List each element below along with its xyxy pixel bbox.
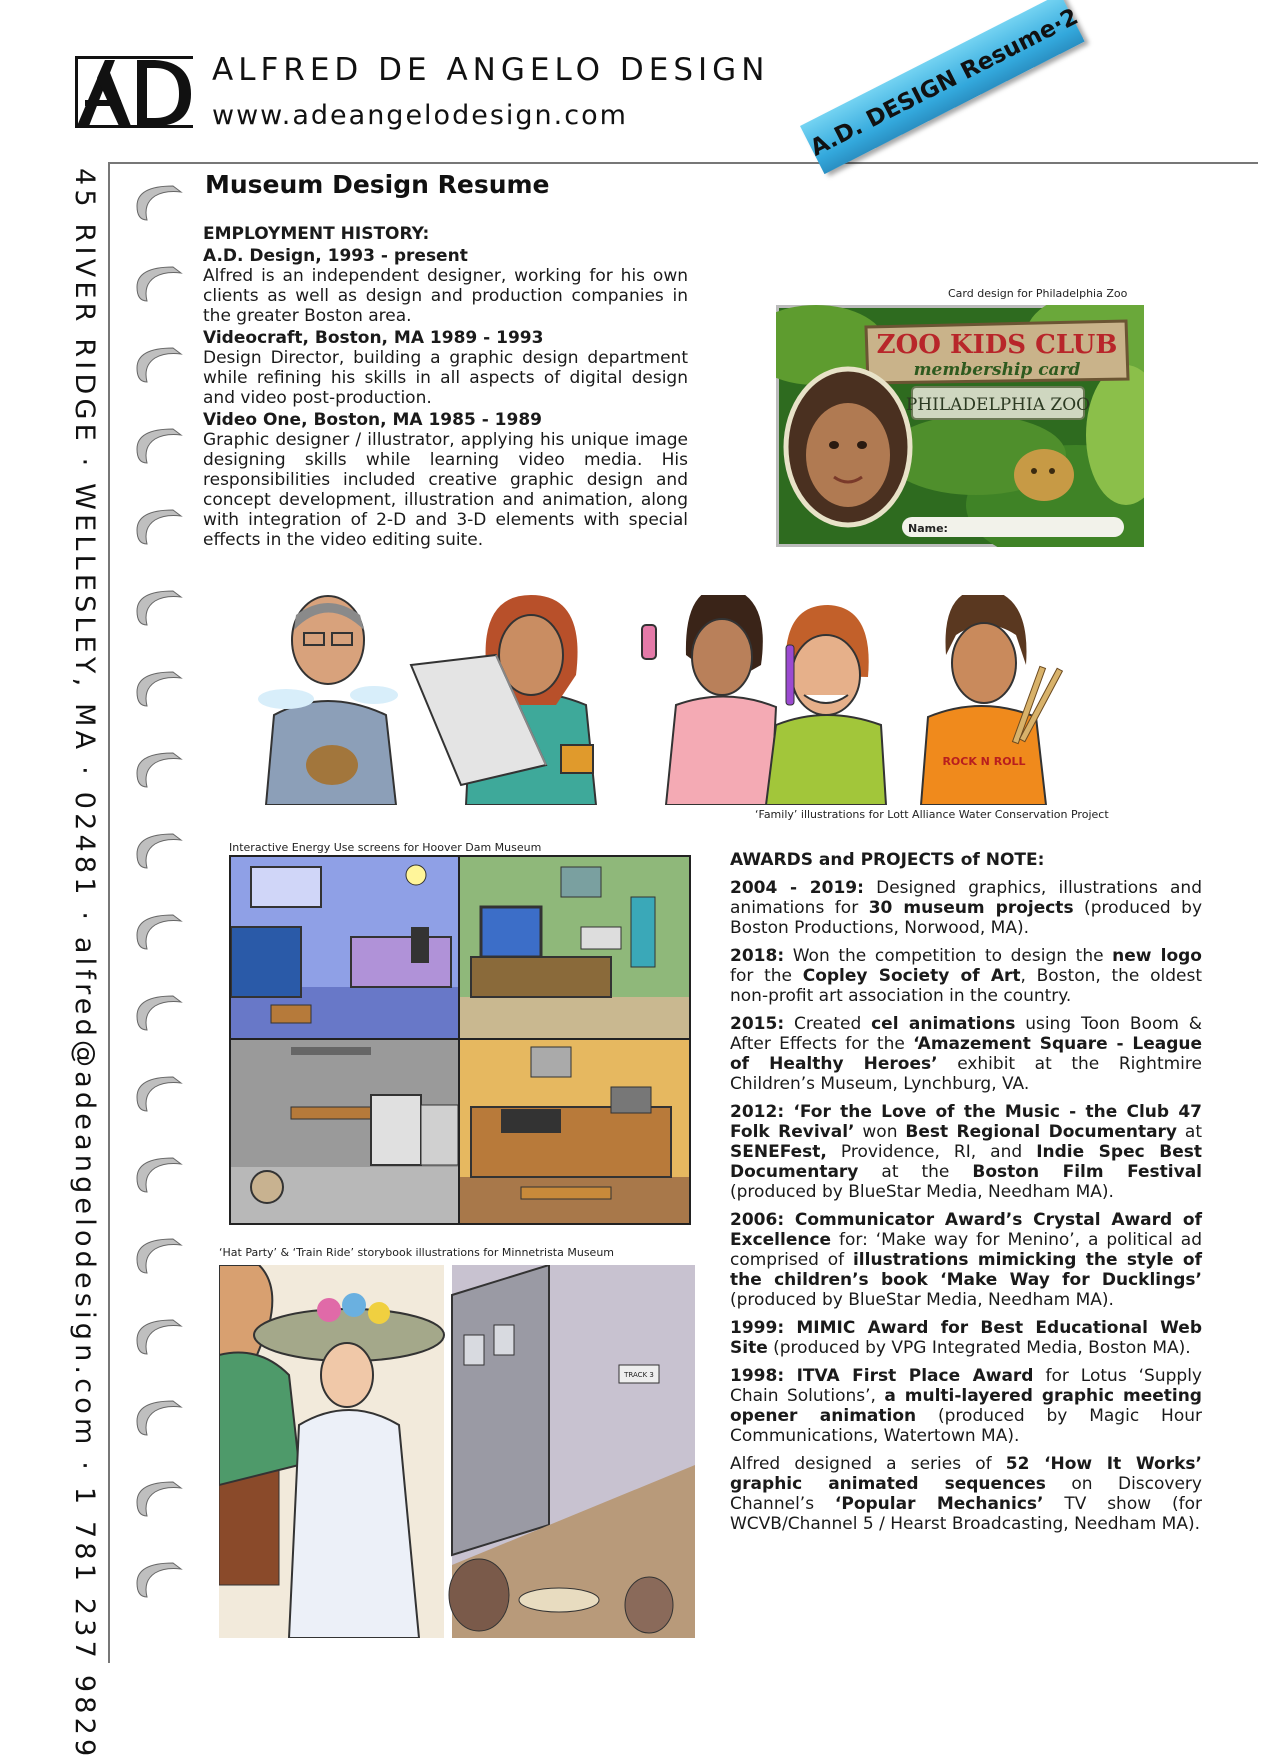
job-title: A.D. Design, 1993 - present <box>203 246 468 266</box>
binder-ring <box>137 915 181 949</box>
ad-logo <box>75 56 193 128</box>
award-item: Alfred designed a series of 52 ‘How It Works’ graphic animated sequences on Discovery Channel’s ‘Popular Mechanics’ TV show (for WCVB/Channel 5 / Hearst Broadcasting, Needham MA). <box>730 1454 1203 1534</box>
employment-history <box>203 224 688 551</box>
company-url[interactable]: www.adeangelodesign.com <box>212 100 628 131</box>
page-title: Museum Design Resume <box>205 170 550 199</box>
top-divider <box>108 162 1258 164</box>
binder-ring <box>137 1482 181 1516</box>
awards-section <box>730 850 1202 1542</box>
job-description: Alfred is an independent designer, working for his own clients as well as design and production companies in the greater Boston area. <box>203 266 688 326</box>
award-item: 1998: ITVA First Place Award for Lotus ‘Supply Chain Solutions’, a multi-layered graphic meeting opener animation (produced by Magic Hour Communications, Watertown MA). <box>730 1366 1202 1446</box>
award-item: 2015: Created cel animations using Toon Boom & After Effects for the ‘Amazement Square - League of Healthy Heroes’ exhibit at the Rightmire Children’s Museum, Lynchburg, VA. <box>730 1014 1203 1094</box>
garage-panel <box>231 1040 458 1223</box>
binder-ring <box>137 1401 181 1435</box>
energy-caption: Interactive Energy Use screens for Hoover Dam Museum <box>229 841 542 854</box>
ribbon-label: A.D. DESIGN Resume·2 <box>806 3 1083 162</box>
hat-party-panel <box>219 1265 444 1638</box>
zoo-card-image <box>776 305 1144 547</box>
award-item: 2006: Communicator Award’s Crystal Award of Excellence for: ‘Make way for Menino’, a political ad comprised of illustrations mimicking the style of the children’s book ‘Make Way for Ducklings’ (produced by BlueStar Media, Needham MA). <box>730 1210 1202 1310</box>
binder-ring <box>137 1077 181 1111</box>
binder-ring <box>137 1563 181 1597</box>
job-title: Videocraft, Boston, MA 1989 - 1993 <box>203 328 544 348</box>
award-item: 2004 - 2019: Designed graphics, illustrations and animations for 30 museum projects (produced by Boston Productions, Norwood, MA). <box>730 878 1203 938</box>
binder-ring <box>137 591 181 625</box>
family-illustration <box>256 595 1116 805</box>
binder-ring <box>137 753 181 787</box>
man-figure <box>258 596 398 805</box>
binder-ring <box>137 510 181 544</box>
train-ride-panel <box>449 1265 695 1638</box>
zoo-card-subtitle: membership card <box>913 360 1081 380</box>
vertical-address-container <box>60 168 100 1760</box>
award-item: 2012: ‘For the Love of the Music - the Club 47 Folk Revival’ won Best Regional Documentary at SENEFest, Providence, RI, and Indie Spec Best Documentary at the Boston Film Festival (produced by BlueStar Media, Needham MA). <box>730 1102 1203 1202</box>
binder-ring <box>137 429 181 463</box>
binder-ring <box>137 1239 181 1273</box>
award-item: 1999: MIMIC Award for Best Educational Web Site (produced by VPG Integrated Media, Boston MA). <box>730 1318 1202 1358</box>
vertical-address: 45 RIVER RIDGE · WELLESLEY, MA · 02481 · alfred@adeangelodesign.com · 1 781 237 9829 <box>69 168 100 1760</box>
zoo-card-name-label: Name: <box>908 522 948 535</box>
binder-ring <box>137 834 181 868</box>
binder-ring <box>137 267 181 301</box>
company-name: ALFRED DE ANGELO DESIGN <box>212 52 770 88</box>
woman-newspaper-figure <box>411 595 596 805</box>
binder-ring <box>137 348 181 382</box>
binder-ring <box>137 996 181 1030</box>
teen-phone-figure <box>642 595 776 805</box>
binder-ring <box>137 1158 181 1192</box>
job-description: Graphic designer / illustrator, applying his unique image designing skills while learning video media. His responsibilities included creative graphic design and concept development, illustration and animation, along with integration of 2-D and 3-D elements with special effects in the video editing suite. <box>203 430 688 550</box>
binder-ring <box>137 1320 181 1354</box>
job-description: Design Director, building a graphic design department while refining his skills in all aspects of digital design and video post-production. <box>203 348 688 408</box>
zoo-card-title: ZOO KIDS CLUB <box>876 330 1118 360</box>
job-title: Video One, Boston, MA 1985 - 1989 <box>203 410 542 430</box>
binder-ring <box>137 186 181 220</box>
employment-heading: EMPLOYMENT HISTORY: <box>203 224 430 244</box>
resume-ribbon <box>800 0 1085 174</box>
shirt-text: ROCK N ROLL <box>942 755 1026 768</box>
zoo-caption: Card design for Philadelphia Zoo <box>948 287 1128 300</box>
family-caption: ‘Family’ illustrations for Lott Alliance Water Conservation Project <box>755 808 1109 821</box>
binder-rings <box>133 180 193 1600</box>
bedroom-panel <box>231 857 458 1038</box>
story-caption: ‘Hat Party’ & ‘Train Ride’ storybook illustrations for Minnetrista Museum <box>219 1246 615 1259</box>
left-divider <box>108 162 110 1663</box>
kitchen-panel <box>460 1040 689 1223</box>
storybook-image <box>219 1265 695 1638</box>
living-room-panel <box>460 857 689 1038</box>
energy-screens-image <box>229 855 691 1225</box>
girl-toothbrush-figure <box>766 605 886 805</box>
track-sign: TRACK 3 <box>624 1371 654 1379</box>
binder-ring <box>137 672 181 706</box>
boy-drumsticks-figure <box>921 595 1062 805</box>
zoo-card-zoo-name: PHILADELPHIA ZOO <box>905 395 1091 415</box>
award-item: 2018: Won the competition to design the new logo for the Copley Society of Art, Boston, the oldest non-profit art association in the country. <box>730 946 1202 1006</box>
awards-heading: AWARDS and PROJECTS of NOTE: <box>730 850 1045 870</box>
